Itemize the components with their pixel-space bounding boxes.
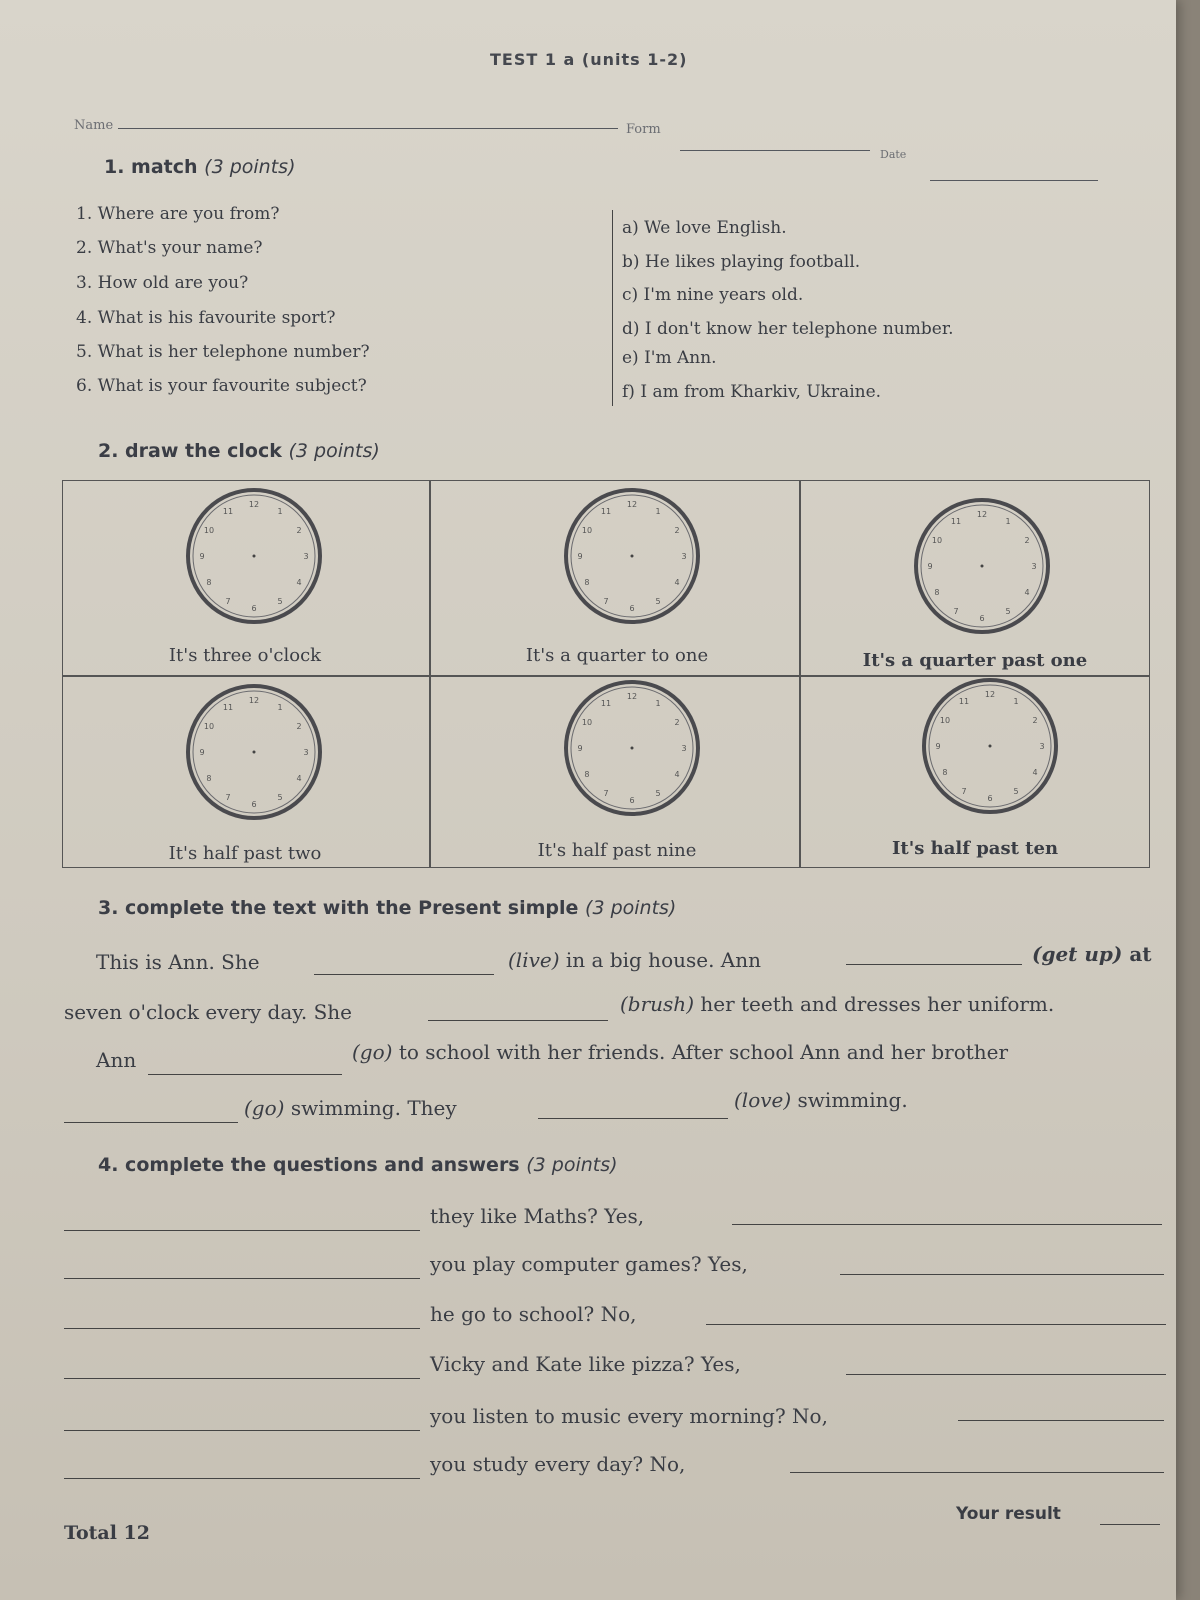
clock-numeral: 4	[674, 770, 680, 779]
clock-numeral: 4	[1024, 588, 1030, 597]
clock-numeral: 1	[277, 506, 283, 516]
clock-numeral: 5	[277, 793, 283, 803]
clock-numeral: 12	[248, 696, 260, 705]
clock-numeral: 6	[251, 604, 257, 613]
date-field[interactable]	[930, 180, 1098, 181]
question-blank[interactable]	[64, 1278, 420, 1279]
clock-numeral: 10	[931, 536, 943, 545]
match-answer: f) I am from Kharkiv, Ukraine.	[622, 382, 882, 402]
clock-numeral: 8	[206, 774, 212, 783]
clock-numeral: 8	[584, 578, 590, 587]
text-line-2b: (brush) her teeth and dresses her uniform.	[620, 992, 1055, 1016]
match-question: 4. What is his favourite sport?	[76, 308, 336, 328]
clock-numeral: 1	[1005, 516, 1011, 526]
question-text: they like Maths? Yes,	[430, 1204, 645, 1228]
clock-face[interactable]	[183, 485, 325, 627]
clock-caption: It's three o'clock	[168, 645, 322, 666]
text-line-2a: seven o'clock every day. She	[64, 1000, 353, 1024]
clock-face[interactable]	[561, 485, 703, 627]
match-question: 6. What is your favourite subject?	[76, 376, 367, 396]
clock-face[interactable]	[919, 675, 1061, 817]
clock-numeral: 9	[935, 742, 941, 751]
clock-numeral: 7	[961, 787, 967, 797]
clock-numeral: 7	[603, 597, 609, 607]
section2-heading: 2. draw the clock (3 points)	[98, 440, 380, 462]
clock-center	[989, 745, 992, 748]
clock-numeral: 9	[927, 562, 933, 571]
clock-face[interactable]	[561, 677, 703, 819]
clock-numeral: 8	[206, 578, 212, 587]
clock-numeral: 8	[934, 588, 940, 597]
clock-center	[631, 555, 634, 558]
clock-center	[253, 555, 256, 558]
answer-blank[interactable]	[790, 1472, 1164, 1473]
answer-blank[interactable]	[732, 1224, 1162, 1225]
clock-numeral: 2	[674, 526, 680, 535]
clock-caption: It's a quarter past one	[862, 650, 1088, 671]
clock-numeral: 12	[248, 500, 260, 509]
clock-numeral: 8	[942, 768, 948, 777]
clock-numeral: 12	[626, 692, 638, 701]
clock-numeral: 6	[629, 604, 635, 613]
answer-blank[interactable]	[706, 1324, 1166, 1325]
clock-center	[253, 751, 256, 754]
clock-numeral: 10	[581, 526, 593, 535]
clock-numeral: 3	[1039, 742, 1045, 751]
clock-numeral: 12	[976, 510, 988, 519]
question-text: you play computer games? Yes,	[430, 1252, 748, 1276]
clock-numeral: 1	[655, 506, 661, 516]
question-text: you listen to music every morning? No,	[430, 1404, 828, 1428]
date-label: Date	[880, 148, 907, 161]
match-divider	[612, 210, 613, 406]
clock-numeral: 4	[674, 578, 680, 587]
clock-numeral: 4	[296, 774, 302, 783]
question-text: he go to school? No,	[430, 1302, 637, 1326]
clock-numeral: 6	[629, 796, 635, 805]
form-field[interactable]	[680, 150, 870, 151]
blank-get-up[interactable]	[846, 964, 1022, 965]
text-line-1: This is Ann. She	[96, 950, 260, 974]
match-question: 5. What is her telephone number?	[76, 342, 370, 362]
answer-blank[interactable]	[840, 1274, 1164, 1275]
grid-col-divider	[429, 481, 431, 867]
clock-numeral: 4	[1032, 768, 1038, 777]
clock-numeral: 3	[681, 744, 687, 753]
blank-go-2[interactable]	[64, 1122, 238, 1123]
text-line-4b: (love) swimming.	[734, 1088, 908, 1112]
total-score: Total 12	[64, 1522, 150, 1544]
clock-numeral: 11	[950, 516, 962, 526]
section4-heading: 4. complete the questions and answers (3 points)	[98, 1154, 618, 1176]
question-blank[interactable]	[64, 1378, 420, 1379]
test-title: TEST 1 a (units 1-2)	[490, 50, 688, 69]
text-line-4a: (go) swimming. They	[244, 1096, 457, 1120]
clock-caption: It's half past two	[168, 843, 322, 864]
text-line-3b: (go) to school with her friends. After school Ann and her brother	[352, 1040, 1009, 1064]
blank-live[interactable]	[314, 974, 494, 975]
clock-numeral: 7	[225, 793, 231, 803]
clock-numeral: 8	[584, 770, 590, 779]
answer-blank[interactable]	[958, 1420, 1164, 1421]
blank-brush[interactable]	[428, 1020, 608, 1021]
clock-numeral: 9	[199, 748, 205, 757]
clock-numeral: 1	[277, 702, 283, 712]
clock-numeral: 2	[674, 718, 680, 727]
clock-numeral: 12	[984, 690, 996, 699]
clock-face[interactable]	[911, 495, 1053, 637]
clock-center	[981, 565, 984, 568]
question-blank[interactable]	[64, 1430, 420, 1431]
clock-numeral: 7	[953, 607, 959, 617]
question-text: you study every day? No,	[430, 1452, 686, 1476]
clock-numeral: 1	[655, 698, 661, 708]
clock-numeral: 2	[296, 722, 302, 731]
clock-numeral: 5	[1013, 787, 1019, 797]
question-blank[interactable]	[64, 1478, 420, 1479]
clock-numeral: 5	[655, 789, 661, 799]
clock-caption: It's a quarter to one	[525, 645, 709, 666]
question-blank[interactable]	[64, 1328, 420, 1329]
section3-heading: 3. complete the text with the Present simple (3 points)	[98, 897, 677, 919]
clock-numeral: 6	[251, 800, 257, 809]
match-question: 3. How old are you?	[76, 273, 249, 293]
clock-center	[631, 747, 634, 750]
name-label: Name	[74, 118, 114, 133]
clock-numeral: 3	[1031, 562, 1037, 571]
text-line-1b: (live) in a big house. Ann	[508, 948, 762, 972]
clock-numeral: 7	[225, 597, 231, 607]
form-label: Form	[626, 122, 661, 137]
clock-numeral: 10	[581, 718, 593, 727]
clock-numeral: 3	[303, 552, 309, 561]
clock-numeral: 11	[222, 506, 234, 516]
clock-numeral: 4	[296, 578, 302, 587]
your-result-field[interactable]	[1100, 1524, 1160, 1525]
clock-numeral: 3	[681, 552, 687, 561]
clock-numeral: 2	[296, 526, 302, 535]
clock-numeral: 12	[626, 500, 638, 509]
question-text: Vicky and Kate like pizza? Yes,	[430, 1352, 741, 1376]
clock-numeral: 10	[939, 716, 951, 725]
name-field[interactable]	[118, 128, 618, 129]
section1-heading: 1. match (3 points)	[104, 156, 296, 178]
clock-numeral: 2	[1024, 536, 1030, 545]
clock-numeral: 9	[577, 744, 583, 753]
match-question: 1. Where are you from?	[76, 204, 280, 224]
text-line-1c: (get up) at	[1032, 942, 1152, 966]
clock-caption: It's half past ten	[891, 838, 1059, 859]
clock-numeral: 11	[958, 696, 970, 706]
clock-numeral: 5	[655, 597, 661, 607]
match-answer: c) I'm nine years old.	[622, 285, 804, 305]
clock-numeral: 5	[277, 597, 283, 607]
text-line-3a: Ann	[96, 1048, 137, 1072]
clock-numeral: 10	[203, 722, 215, 731]
clock-numeral: 6	[987, 794, 993, 803]
match-answer: d) I don't know her telephone number.	[622, 319, 954, 339]
your-result-label: Your result	[956, 1504, 1061, 1524]
clock-face[interactable]	[183, 681, 325, 823]
clock-numeral: 2	[1032, 716, 1038, 725]
clock-numeral: 1	[1013, 696, 1019, 706]
clock-caption: It's half past nine	[537, 840, 697, 861]
clock-numeral: 10	[203, 526, 215, 535]
clock-numeral: 6	[979, 614, 985, 623]
clock-numeral: 11	[222, 702, 234, 712]
clock-numeral: 11	[600, 506, 612, 516]
match-answer: a) We love English.	[622, 218, 787, 238]
match-answer: b) He likes playing football.	[622, 252, 861, 272]
match-question: 2. What's your name?	[76, 238, 263, 258]
blank-go-1[interactable]	[148, 1074, 342, 1075]
grid-col-divider	[799, 481, 801, 867]
blank-love[interactable]	[538, 1118, 728, 1119]
clock-numeral: 11	[600, 698, 612, 708]
question-blank[interactable]	[64, 1230, 420, 1231]
match-answer: e) I'm Ann.	[622, 348, 717, 368]
clock-numeral: 5	[1005, 607, 1011, 617]
clock-numeral: 3	[303, 748, 309, 757]
clock-numeral: 9	[199, 552, 205, 561]
clock-numeral: 9	[577, 552, 583, 561]
answer-blank[interactable]	[846, 1374, 1166, 1375]
clock-numeral: 7	[603, 789, 609, 799]
